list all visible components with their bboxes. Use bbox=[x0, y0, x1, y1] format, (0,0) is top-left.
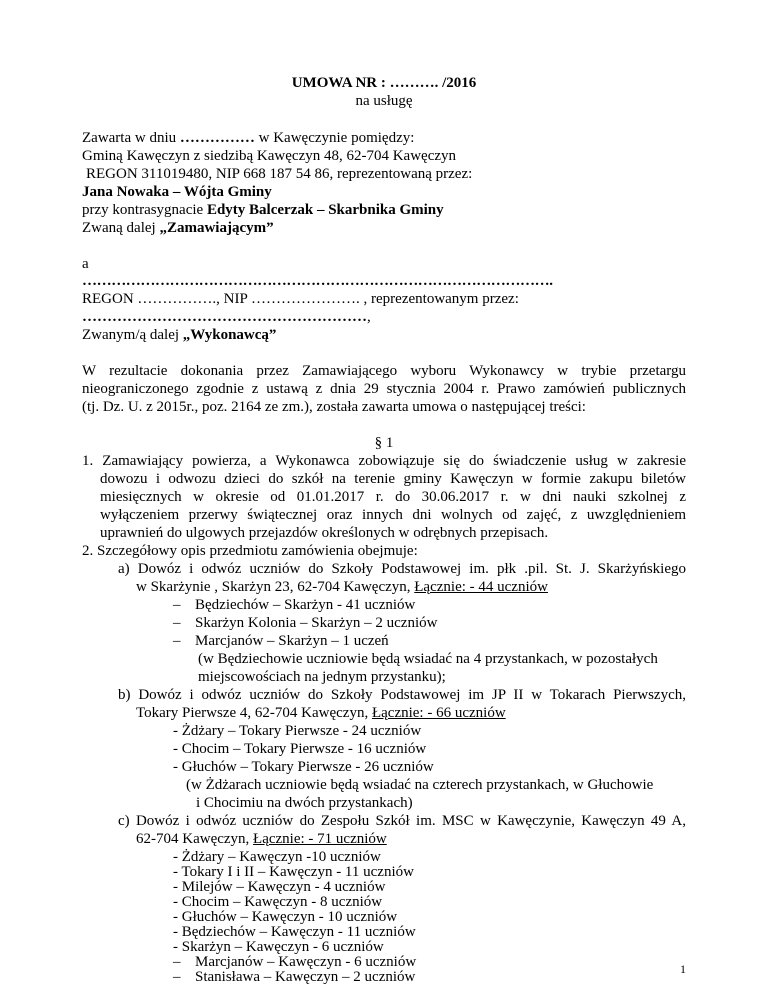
route-item: - Żdżary – Kawęczyn -10 uczniów bbox=[173, 849, 381, 865]
item-c-line: c) Dowóz i odwóz uczniów do Zespołu Szkół im. MSC w Kawęczynie, Kawęczyn 49 A, bbox=[118, 813, 686, 829]
route-item: - Tokary I i II – Kawęczyn - 11 uczniów bbox=[173, 864, 414, 880]
route-item: - Głuchów – Kawęczyn - 10 uczniów bbox=[173, 909, 398, 925]
item-a-line: w Skarżynie , Skarżyn 23, 62-704 Kawęczyn, Łącznie: - 44 uczniów bbox=[136, 579, 548, 595]
point-2-line: 2. Szczegółowy opis przedmiotu zamówienia obejmuje: bbox=[82, 543, 418, 559]
item-a-note: miejscowościach na jednym przystanku); bbox=[198, 669, 446, 685]
point-1-line: wyłączeniem przerwy świątecznej oraz innych dni wolnych od zajęć, z uwzględnieniem bbox=[100, 507, 686, 523]
route-item: - Żdżary – Tokary Pierwsze - 24 uczniów bbox=[173, 723, 422, 739]
contract-subtitle: na usługę bbox=[355, 93, 413, 109]
party-called: Zwaną dalej „Zamawiającym” bbox=[82, 220, 274, 236]
route-item: - Chocim – Tokary Pierwsze - 16 uczniów bbox=[173, 741, 427, 757]
item-b-note: i Chocimiu na dwóch przystankach) bbox=[196, 795, 413, 811]
intro-line: (tj. Dz. U. z 2015r., poz. 2164 ze zm.), została zawarta umowa o następującej treści: bbox=[82, 399, 586, 415]
item-b-line: Tokary Pierwsze 4, 62-704 Kawęczyn, Łącznie: - 66 uczniów bbox=[136, 705, 506, 721]
party-regon: REGON 311019480, NIP 668 187 54 86, reprezentowaną przez: bbox=[86, 166, 473, 182]
section-heading: § 1 bbox=[374, 435, 394, 451]
page-number: 1 bbox=[680, 962, 686, 976]
contractor-called: Zwanym/ą dalej „Wykonawcą” bbox=[82, 327, 277, 343]
item-b-note: (w Żdżarach uczniowie będą wsiadać na czterech przystankach, w Głuchowie bbox=[186, 777, 654, 793]
route-item: – Będziechów – Skarżyn - 41 uczniów bbox=[173, 597, 416, 613]
point-1-line: dowozu i odwozu dzieci do szkół na terenie gminy Kawęczyn w formie zakupu biletów bbox=[100, 471, 686, 487]
item-a-line: a) Dowóz i odwóz uczniów do Szkoły Podstawowej im. płk .pil. St. J. Skarżyńskiego bbox=[118, 561, 686, 577]
route-item: - Głuchów – Tokary Pierwsze - 26 uczniów bbox=[173, 759, 434, 775]
point-1-line: miesięcznych w okresie od 01.01.2017 r. do 30.06.2017 r. w dni nauki szkolnej z bbox=[100, 489, 686, 505]
date-line: Zawarta w dniu …………… w Kawęczynie pomiędzy: bbox=[82, 130, 415, 146]
route-text: Marcjanów – Kawęczyn - 6 uczniów bbox=[195, 954, 417, 970]
route-item: - Będziechów – Kawęczyn - 11 uczniów bbox=[173, 924, 416, 940]
point-1-line: uprawnień do ulgowych przejazdów określonych w odrębnych przepisach. bbox=[100, 525, 549, 541]
item-b-line: b) Dowóz i odwóz uczniów do Szkoły Podstawowej im JP II w Tokarach Pierwszych, bbox=[118, 687, 686, 703]
route-item bbox=[173, 968, 415, 986]
route-item: - Milejów – Kawęczyn - 4 uczniów bbox=[173, 879, 386, 895]
intro-line: nieograniczonego zgodnie z ustawą z dnia 29 stycznia 2004 r. Prawo zamówień publicznych bbox=[82, 381, 686, 397]
contract-title: UMOWA NR : ………. /2016 bbox=[291, 75, 477, 91]
party-countersign: przy kontrasygnacie Edyty Balcerzak – Skarbnika Gminy bbox=[82, 202, 444, 218]
intro-line: W rezultacie dokonania przez Zamawiającego wyboru Wykonawcy w trybie przetargu bbox=[82, 363, 686, 379]
contractor-representative-placeholder: …………………………………………………, bbox=[82, 309, 371, 325]
route-item: - Skarżyn – Kawęczyn - 6 uczniów bbox=[173, 939, 384, 955]
contractor-name-placeholder: ……………………………………………………………………………………. bbox=[82, 273, 553, 289]
dash-bullet: – bbox=[173, 954, 181, 970]
contractor-regon-line: REGON ……………., NIP …………………. , reprezentowanym przez: bbox=[82, 291, 519, 307]
party-and: a bbox=[82, 256, 89, 272]
route-item: – Skarżyn Kolonia – Skarżyn – 2 uczniów bbox=[173, 615, 438, 631]
party-representative: Jana Nowaka – Wójta Gminy bbox=[82, 184, 272, 200]
dash-bullet: – bbox=[173, 969, 181, 985]
item-c-line: 62-704 Kawęczyn, Łącznie: - 71 uczniów bbox=[136, 831, 387, 847]
point-1-line: 1. Zamawiający powierza, a Wykonawca zobowiązuje się do świadczenie usług w zakresie bbox=[82, 453, 686, 469]
route-item: - Chocim – Kawęczyn - 8 uczniów bbox=[173, 894, 383, 910]
item-a-note: (w Będziechowie uczniowie będą wsiadać na 4 przystankach, w pozostałych bbox=[198, 651, 658, 667]
route-item: – Marcjanów – Skarżyn – 1 uczeń bbox=[173, 633, 389, 649]
route-text: Stanisława – Kawęczyn – 2 uczniów bbox=[195, 969, 416, 985]
party-gmina: Gminą Kawęczyn z siedzibą Kawęczyn 48, 62-704 Kawęczyn bbox=[82, 148, 457, 164]
